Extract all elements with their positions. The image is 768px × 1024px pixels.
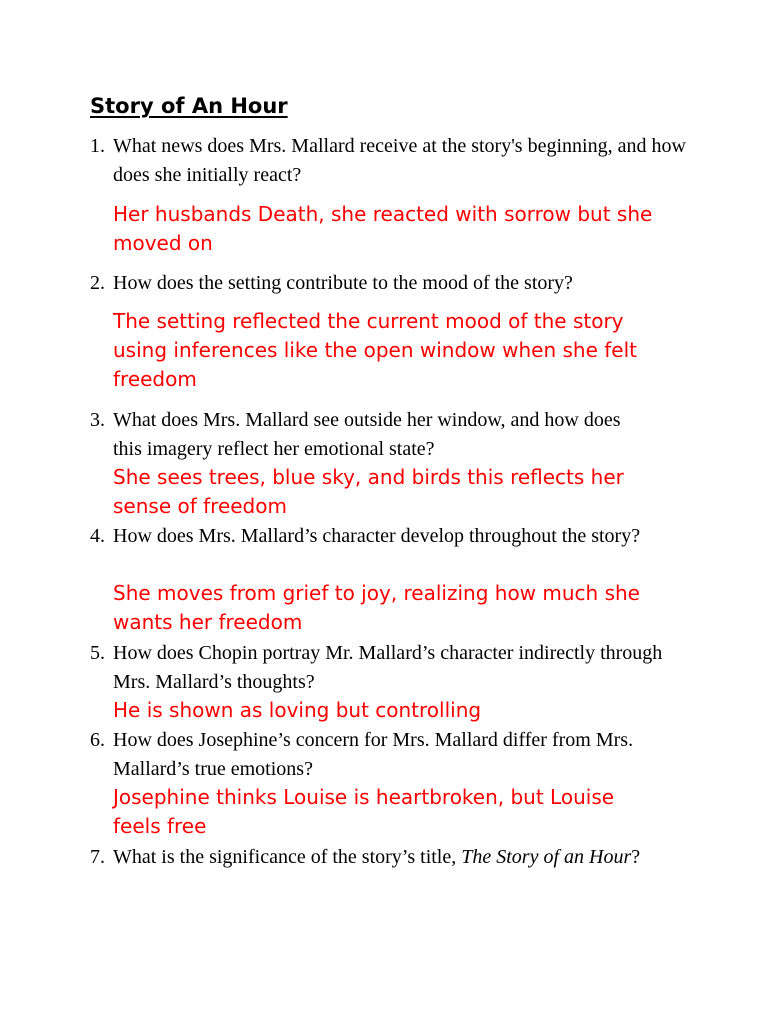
question-number: 1.: [90, 135, 105, 157]
question-text: How does the setting contribute to the mood of the story?: [113, 272, 573, 294]
question-text-start: What is the significance of the story’s title,: [113, 846, 462, 868]
question-text: What news does Mrs. Mallard receive at the story's beginning, and how does she initially react?: [113, 135, 686, 186]
answer-4: She moves from grief to joy, realizing how much she wants her freedom: [113, 581, 640, 634]
answer-1: Her husbands Death, she reacted with sorrow but she moved on: [113, 202, 653, 255]
question-2: [90, 269, 690, 298]
question-3: [90, 406, 650, 464]
story-title-italic: The Story of an Hour: [461, 846, 632, 868]
question-text: [113, 843, 670, 872]
question-text: How does Mrs. Mallard’s character develop throughout the story?: [113, 525, 641, 547]
question-text: How does Chopin portray Mr. Mallard’s character indirectly through Mrs. Mallard’s thoughts?: [113, 642, 663, 693]
question-number: 2.: [90, 272, 105, 294]
document-title: Story of An Hour: [90, 94, 288, 118]
question-number: 7.: [90, 846, 105, 868]
question-7: [90, 843, 670, 872]
question-number: 4.: [90, 525, 105, 547]
question-number: 3.: [90, 409, 105, 431]
question-text: What does Mrs. Mallard see outside her window, and how does this imagery reflect her emotional state?: [113, 409, 621, 460]
question-4: [90, 522, 660, 551]
question-1: [90, 132, 690, 190]
question-text-end: ?: [631, 846, 641, 868]
question-5: [90, 639, 670, 697]
answer-3: She sees trees, blue sky, and birds this reflects her sense of freedom: [113, 465, 624, 518]
question-number: 5.: [90, 642, 105, 664]
question-number: 6.: [90, 729, 105, 751]
question-6: [90, 726, 670, 784]
answer-5: He is shown as loving but controlling: [113, 698, 482, 722]
question-text: How does Josephine’s concern for Mrs. Mallard differ from Mrs. Mallard’s true emotions?: [113, 729, 634, 780]
answer-6: Josephine thinks Louise is heartbroken, but Louise feels free: [113, 785, 615, 838]
answer-2: The setting reflected the current mood of the story using inferences like the open window when she felt freedom: [113, 309, 638, 391]
